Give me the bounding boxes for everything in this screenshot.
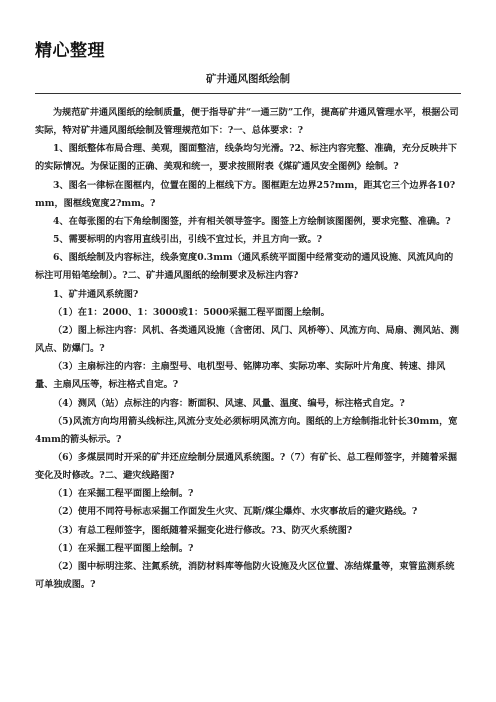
paragraph: （3）主扇标注的内容：主扇型号、电机型号、铭牌功率、实际功率、实际叶片角度、转速、排风量、主扇风压等，标注格式自定。? — [35, 361, 446, 391]
paragraph: （1）在采掘工程平面图上绘制。? — [53, 488, 194, 500]
paragraph: 6、图纸绘制及内容标注，线条宽度0.3mm（通风系统平面图中经常变动的通风设施、风流风向的标注可用铅笔绘制）。?二、矿井通风图纸的绘制要求及标注内容? — [35, 252, 454, 282]
paragraph: （3）有总工程师签字，图纸随着采掘变化进行修改。?3、防灭火系统图? — [53, 524, 353, 536]
paragraph: （4）测风（站）点标注的内容：断面积、风速、风量、温度、编号，标注格式自定。? — [53, 397, 405, 409]
paragraph: 5、需要标明的内容用直线引出，引线不宜过长，并且方向一致。? — [53, 234, 323, 246]
paragraph: （6）多煤层同时开采的矿井还应绘制分层通风系统图。?（7）有矿长、总工程师签字，并随着采掘变化及时修改。?二、避灾线路图? — [35, 451, 458, 482]
paragraph: （2）图中标明注浆、注氮系统，消防材料库等他防火设施及火区位置、冻结煤量等，束管监测系统可单独成图。? — [35, 560, 455, 591]
paragraph: （1）在1：2000、1：3000或1：5000采掘工程平面图上绘制。 — [53, 306, 330, 318]
title-divider — [35, 93, 461, 94]
document-title: 矿井通风图纸绘制 — [206, 73, 290, 85]
paragraph: （1）在采掘工程平面图上绘制。? — [53, 542, 194, 554]
paragraph: 为规范矿井通风图纸的绘制质量，便于指导矿井“一通三防”工作，提高矿井通风管理水平，根据公司实际，特对矿井通风图纸绘制及管理规范如下：?一、总体要求：? — [35, 107, 459, 137]
paragraph: （2）使用不同符号标志采掘工作面发生火灾、瓦斯/煤尘爆炸、水灾事故后的避灾路线。? — [53, 506, 418, 518]
paragraph: （5)风流方向均用箭头线标注,风流分支处必须标明风流方向。图纸的上方绘制指北针长30mm，宽4mm的箭头标示。? — [35, 415, 458, 445]
paragraph: 4、在每张图的右下角绘制图签，并有相关领导签字。图签上方绘制该图图例，要求完整、准确。? — [53, 215, 451, 227]
paragraph: 3、图名一律标在图框内，位置在图的上框线下方。图框距左边界25?mm，距其它三个边界各10?mm，图框线宽度2?mm。? — [35, 179, 456, 209]
document-body — [35, 104, 461, 594]
paragraph: （2）图上标注内容：风机、各类通风设施（含密闭、风门、风桥等）、风流方向、局扇、测风站、测风点、防爆门。? — [35, 324, 460, 355]
paragraph: 1、矿井通风系统图? — [53, 288, 139, 300]
paragraph: 1、图纸整体布局合理、美观，图面整洁，线条均匀光滑。?2、标注内容完整、准确，充分反映井下的实际情况。为保证图的正确、美观和统一，要求按照附表《煤矿通风安全图例》绘制。? — [35, 143, 458, 173]
document-heading: 精心整理 — [35, 41, 105, 61]
